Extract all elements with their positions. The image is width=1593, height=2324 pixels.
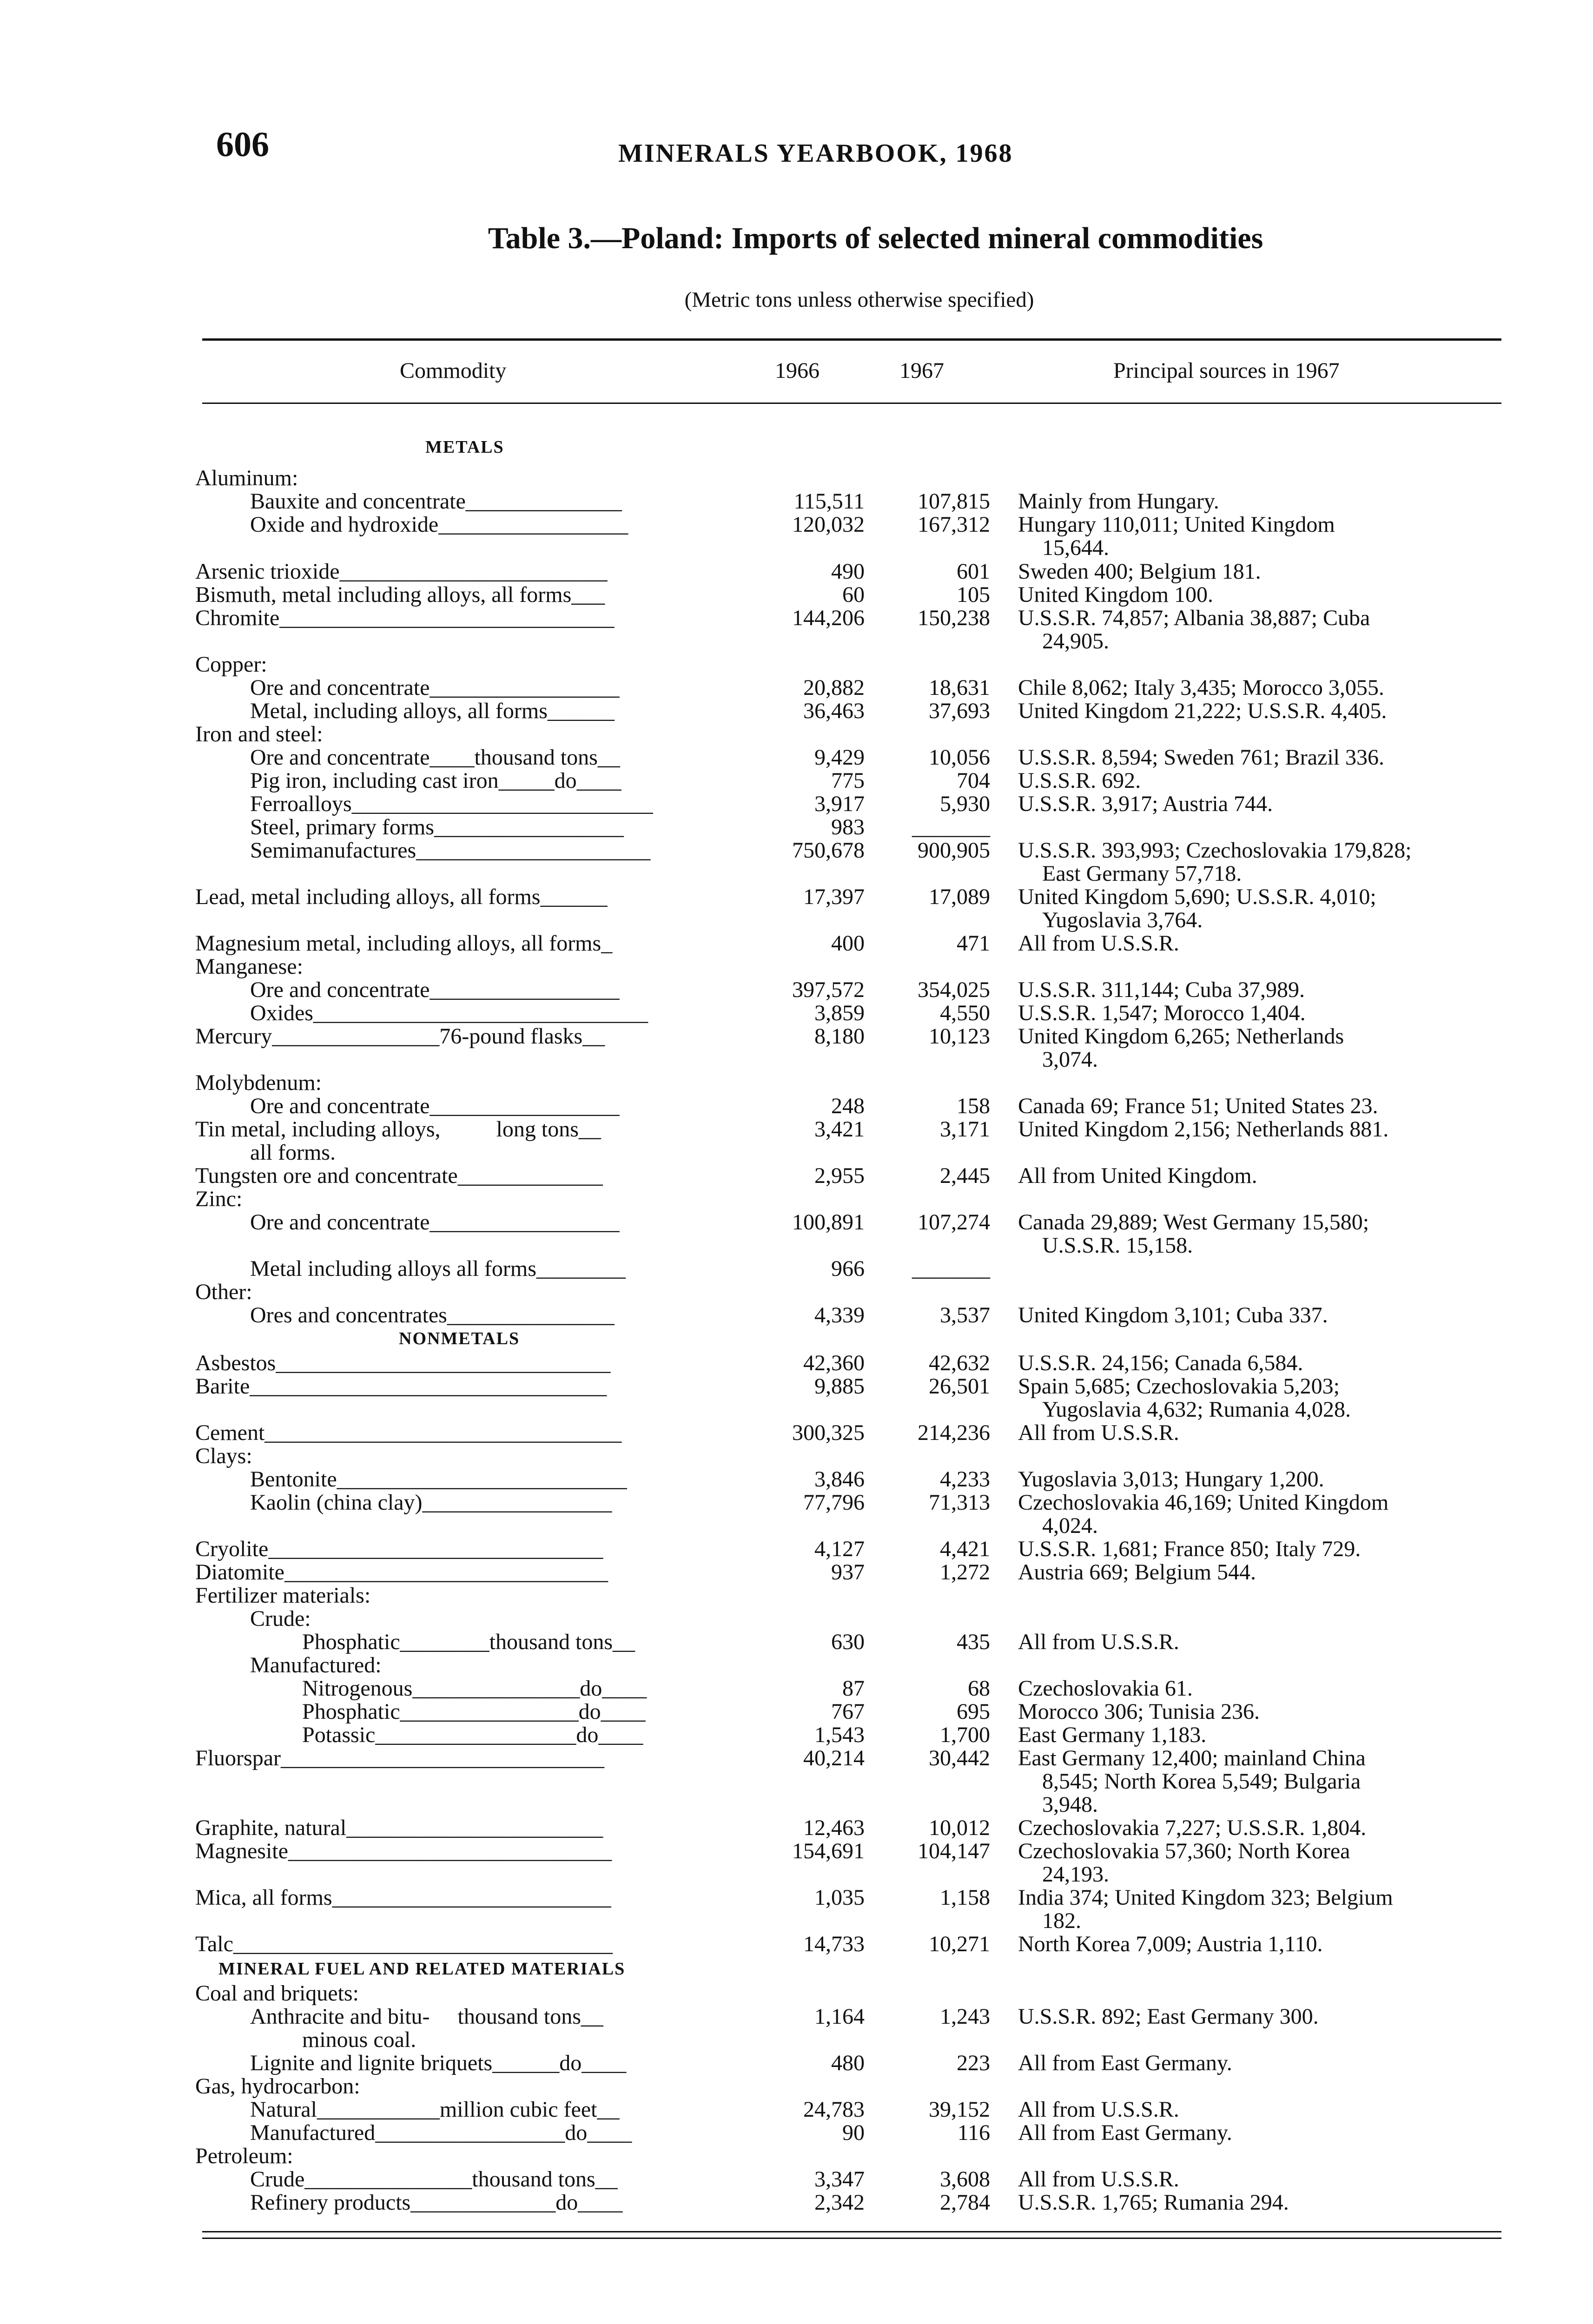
- principal-sources: [1018, 2052, 1501, 2075]
- sources-line: Canada 69; France 51; United States 23.: [1018, 1094, 1378, 1118]
- principal-sources: [1018, 1468, 1501, 1491]
- sources-line: All from U.S.S.R.: [1018, 931, 1179, 956]
- principal-sources: [1018, 1631, 1501, 1654]
- value-1966: 90: [842, 2120, 865, 2145]
- value-1966: 3,421: [814, 1117, 865, 1142]
- sources-line: India 374; United Kingdom 323; Belgium: [1018, 1885, 1393, 1910]
- value-1967: 71,313: [929, 1490, 990, 1515]
- principal-sources: [1018, 1840, 1501, 1886]
- section-fuels: MINERAL FUEL AND RELATED MATERIALS: [218, 1959, 626, 1979]
- principal-sources: [1018, 1700, 1501, 1723]
- value-1966: 100,891: [792, 1210, 865, 1235]
- commodity-label: Lignite and lignite briquets______do____: [250, 2051, 627, 2075]
- value-1966: 767: [831, 1699, 865, 1724]
- sources-line: All from U.S.S.R.: [1018, 1420, 1179, 1445]
- value-1966: 87: [842, 1676, 865, 1701]
- value-1966: 937: [831, 1560, 865, 1585]
- value-1967: 158: [957, 1094, 990, 1118]
- value-1967: 1,272: [940, 1560, 990, 1585]
- commodity-label: Crude:: [250, 1606, 311, 1631]
- value-1966: 3,859: [814, 1001, 865, 1025]
- value-1966: 2,342: [814, 2190, 865, 2215]
- value-1966: 24,783: [803, 2097, 865, 2122]
- value-1966: 1,543: [814, 1723, 865, 1747]
- sources-continuation: 15,644.: [1042, 535, 1109, 560]
- commodity-label: Ore and concentrate_________________: [250, 1210, 620, 1235]
- value-1966: 9,429: [814, 745, 865, 770]
- sources-line: Austria 669; Belgium 544.: [1018, 1560, 1256, 1585]
- value-1967: 68: [968, 1676, 990, 1701]
- value-1967: 105: [957, 582, 990, 607]
- header-1966: 1966: [775, 358, 820, 383]
- value-1966: 3,917: [814, 792, 865, 816]
- value-1966: 115,511: [793, 489, 865, 514]
- value-1967: 17,089: [929, 885, 990, 909]
- sources-line: U.S.S.R. 3,917; Austria 744.: [1018, 792, 1273, 816]
- sources-line: Mainly from Hungary.: [1018, 489, 1219, 514]
- principal-sources: [1018, 1816, 1501, 1840]
- commodity-label: Mercury_______________76-pound flasks__: [195, 1024, 605, 1049]
- principal-sources: [1018, 839, 1501, 885]
- value-1966: 2,955: [814, 1163, 865, 1188]
- value-1967: 601: [957, 559, 990, 584]
- sources-continuation: 8,545; North Korea 5,549; Bulgaria: [1042, 1769, 1361, 1794]
- principal-sources: [1018, 1095, 1501, 1118]
- value-1967: 471: [957, 931, 990, 956]
- commodity-label: Nitrogenous_______________do____: [302, 1676, 647, 1701]
- value-1967: 107,815: [918, 489, 990, 514]
- principal-sources: [1018, 1677, 1501, 1700]
- value-1967: 167,312: [918, 512, 990, 537]
- commodity-label: Potassic__________________do____: [302, 1723, 643, 1747]
- commodity-label: Aluminum:: [195, 466, 298, 490]
- value-1967: 4,421: [940, 1537, 990, 1561]
- value-1966: 4,339: [814, 1303, 865, 1327]
- value-1966: 490: [831, 559, 865, 584]
- commodity-label: Phosphatic________thousand tons__: [302, 1630, 635, 1654]
- sources-continuation: 24,193.: [1042, 1862, 1109, 1887]
- value-1966: 14,733: [803, 1932, 865, 1956]
- sources-line: Morocco 306; Tunisia 236.: [1018, 1699, 1260, 1724]
- value-1967: 4,550: [940, 1001, 990, 1025]
- commodity-label: Cement________________________________: [195, 1420, 622, 1445]
- commodity-label: Kaolin (china clay)_________________: [250, 1490, 612, 1515]
- value-1967: 10,012: [929, 1816, 990, 1840]
- principal-sources: [1018, 1491, 1501, 1538]
- value-1967: 435: [957, 1630, 990, 1654]
- commodity-label: Other:: [195, 1280, 252, 1304]
- sources-line: All from U.S.S.R.: [1018, 1630, 1179, 1654]
- value-1966: 42,360: [803, 1351, 865, 1375]
- value-1967: 39,152: [929, 2097, 990, 2122]
- table-subtitle: (Metric tons unless otherwise specified): [684, 288, 1034, 312]
- sources-line: Spain 5,685; Czechoslovakia 5,203;: [1018, 1374, 1340, 1399]
- commodity-label: Manufactured_________________do____: [250, 2120, 632, 2145]
- value-1966: 300,325: [792, 1420, 865, 1445]
- value-1966: 3,846: [814, 1467, 865, 1492]
- header-sources: Principal sources in 1967: [1113, 358, 1340, 383]
- principal-sources: [1018, 1747, 1501, 1816]
- commodity-label: Fertilizer materials:: [195, 1583, 371, 1608]
- sources-line: East Germany 12,400; mainland China: [1018, 1746, 1366, 1770]
- value-1967: 695: [957, 1699, 990, 1724]
- value-1967: 5,930: [940, 792, 990, 816]
- sources-line: Sweden 400; Belgium 181.: [1018, 559, 1261, 584]
- commodity-label: Bismuth, metal including alloys, all forms___: [195, 582, 605, 607]
- principal-sources: [1018, 700, 1501, 723]
- commodity-label: Magnesite_____________________________: [195, 1839, 612, 1863]
- sources-line: U.S.S.R. 311,144; Cuba 37,989.: [1018, 977, 1305, 1002]
- value-1966: 17,397: [803, 885, 865, 909]
- page-number: 606: [216, 125, 269, 164]
- sources-continuation: Yugoslavia 3,764.: [1042, 908, 1203, 932]
- value-1967: 10,056: [929, 745, 990, 770]
- sources-line: U.S.S.R. 692.: [1018, 768, 1141, 793]
- value-1967: 223: [957, 2051, 990, 2075]
- commodity-label: Magnesium metal, including alloys, all forms_: [195, 931, 613, 956]
- commodity-label: Metal including alloys all forms________: [250, 1256, 626, 1281]
- value-1966: 36,463: [803, 699, 865, 723]
- sources-line: U.S.S.R. 1,547; Morocco 1,404.: [1018, 1001, 1306, 1025]
- section-metals: METALS: [425, 437, 504, 457]
- commodity-label: Ores and concentrates_______________: [250, 1303, 615, 1327]
- value-1966: 1,164: [814, 2004, 865, 2029]
- principal-sources: [1018, 1723, 1501, 1747]
- value-1967: 10,123: [929, 1024, 990, 1049]
- value-1967: 150,238: [918, 606, 990, 630]
- principal-sources: [1018, 1025, 1501, 1071]
- value-1967: 3,537: [940, 1303, 990, 1327]
- value-1967: 2,784: [940, 2190, 990, 2215]
- value-1967: 42,632: [929, 1351, 990, 1375]
- commodity-label: Manganese:: [195, 954, 303, 979]
- commodity-label: Tin metal, including alloys, long tons__: [195, 1117, 601, 1142]
- principal-sources: [1018, 1211, 1501, 1257]
- principal-sources: [1018, 1933, 1501, 1956]
- sources-line: U.S.S.R. 8,594; Sweden 761; Brazil 336.: [1018, 745, 1384, 770]
- commodity-label: Copper:: [195, 652, 267, 677]
- sources-line: U.S.S.R. 1,765; Rumania 294.: [1018, 2190, 1289, 2215]
- commodity-label: Cryolite______________________________: [195, 1537, 603, 1561]
- sources-continuation: U.S.S.R. 15,158.: [1042, 1233, 1193, 1258]
- value-1966: 630: [831, 1630, 865, 1654]
- header-rule: [202, 403, 1501, 404]
- sources-line: Czechoslovakia 57,360; North Korea: [1018, 1839, 1350, 1863]
- value-1967: 1,243: [940, 2004, 990, 2029]
- sources-line: Yugoslavia 3,013; Hungary 1,200.: [1018, 1467, 1324, 1492]
- commodity-label: Ore and concentrate____thousand tons__: [250, 745, 620, 770]
- value-1966: 480: [831, 2051, 865, 2075]
- value-1966: 154,691: [792, 1839, 865, 1863]
- sources-continuation: Yugoslavia 4,632; Rumania 4,028.: [1042, 1397, 1351, 1422]
- value-1966: 12,463: [803, 1816, 865, 1840]
- table-title: Table 3.—Poland: Imports of selected mineral commodities: [488, 221, 1263, 255]
- commodity-label: Ferroalloys___________________________: [250, 792, 653, 816]
- value-1966: 20,882: [803, 675, 865, 700]
- value-1967: _______: [912, 815, 990, 839]
- commodity-label: Iron and steel:: [195, 722, 323, 746]
- sources-line: United Kingdom 3,101; Cuba 337.: [1018, 1303, 1328, 1327]
- value-1966: 248: [831, 1094, 865, 1118]
- commodity-label: Lead, metal including alloys, all forms______: [195, 885, 608, 909]
- value-1966: 400: [831, 931, 865, 956]
- commodity-label: Pig iron, including cast iron_____do____: [250, 768, 621, 793]
- principal-sources: [1018, 2168, 1501, 2191]
- value-1967: _______: [912, 1256, 990, 1281]
- principal-sources: [1018, 1352, 1501, 1375]
- commodity-label: Natural___________million cubic feet__: [250, 2097, 620, 2122]
- commodity-label: Ore and concentrate_________________: [250, 977, 620, 1002]
- header-1967: 1967: [899, 358, 944, 383]
- sources-continuation: 24,905.: [1042, 629, 1109, 654]
- sources-line: U.S.S.R. 892; East Germany 300.: [1018, 2004, 1319, 2029]
- value-1967: 107,274: [918, 1210, 990, 1235]
- commodity-label: Gas, hydrocarbon:: [195, 2074, 360, 2099]
- commodity-label: Clays:: [195, 1444, 252, 1468]
- sources-line: United Kingdom 100.: [1018, 582, 1213, 607]
- commodity-label: Ore and concentrate_________________: [250, 1094, 620, 1118]
- sources-line: United Kingdom 21,222; U.S.S.R. 4,405.: [1018, 699, 1387, 723]
- principal-sources: [1018, 2098, 1501, 2121]
- value-1966: 775: [831, 768, 865, 793]
- principal-sources: [1018, 607, 1501, 653]
- value-1967: 116: [957, 2120, 990, 2145]
- principal-sources: [1018, 560, 1501, 583]
- commodity-label: Arsenic trioxide________________________: [195, 559, 608, 584]
- value-1966: 8,180: [814, 1024, 865, 1049]
- value-1967: 3,171: [940, 1117, 990, 1142]
- principal-sources: [1018, 513, 1501, 560]
- commodity-label: Phosphatic________________do____: [302, 1699, 646, 1724]
- principal-sources: [1018, 1304, 1501, 1327]
- principal-sources: [1018, 1561, 1501, 1584]
- commodity-label: Crude_______________thousand tons__: [250, 2167, 618, 2192]
- top-rule: [202, 338, 1501, 341]
- sources-line: Czechoslovakia 61.: [1018, 1676, 1193, 1701]
- commodity-label: Bentonite__________________________: [250, 1467, 627, 1492]
- sources-continuation: 3,948.: [1042, 1792, 1098, 1817]
- sources-line: U.S.S.R. 24,156; Canada 6,584.: [1018, 1351, 1303, 1375]
- commodity-label: Oxides______________________________: [250, 1001, 648, 1025]
- value-1966: 1,035: [814, 1885, 865, 1910]
- principal-sources: [1018, 1886, 1501, 1933]
- commodity-label: Ore and concentrate_________________: [250, 675, 620, 700]
- sources-line: United Kingdom 2,156; Netherlands 881.: [1018, 1117, 1389, 1142]
- value-1966: 4,127: [814, 1537, 865, 1561]
- sources-line: Czechoslovakia 7,227; U.S.S.R. 1,804.: [1018, 1816, 1367, 1840]
- principal-sources: [1018, 769, 1501, 792]
- commodity-label: minous coal.: [302, 2027, 416, 2052]
- principal-sources: [1018, 1421, 1501, 1445]
- commodity-label: Refinery products_____________do____: [250, 2190, 623, 2215]
- principal-sources: [1018, 1375, 1501, 1421]
- principal-sources: [1018, 2191, 1501, 2214]
- commodity-label: Diatomite_____________________________: [195, 1560, 608, 1585]
- commodity-label: Molybdenum:: [195, 1070, 322, 1095]
- sources-continuation: 3,074.: [1042, 1047, 1098, 1072]
- sources-line: All from East Germany.: [1018, 2120, 1232, 2145]
- principal-sources: [1018, 1164, 1501, 1188]
- sources-line: North Korea 7,009; Austria 1,110.: [1018, 1932, 1323, 1956]
- value-1966: 397,572: [792, 977, 865, 1002]
- value-1966: 144,206: [792, 606, 865, 630]
- sources-line: U.S.S.R. 1,681; France 850; Italy 729.: [1018, 1537, 1361, 1561]
- sources-line: Canada 29,889; West Germany 15,580;: [1018, 1210, 1369, 1235]
- commodity-label: Bauxite and concentrate______________: [250, 489, 622, 514]
- section-nonmetals: NONMETALS: [399, 1329, 520, 1348]
- sources-continuation: 4,024.: [1042, 1513, 1098, 1538]
- principal-sources: [1018, 885, 1501, 932]
- principal-sources: [1018, 2005, 1501, 2028]
- sources-line: Czechoslovakia 46,169; United Kingdom: [1018, 1490, 1389, 1515]
- value-1967: 26,501: [929, 1374, 990, 1399]
- value-1966: 750,678: [792, 838, 865, 863]
- value-1967: 704: [957, 768, 990, 793]
- principal-sources: [1018, 746, 1501, 769]
- sources-line: U.S.S.R. 74,857; Albania 38,887; Cuba: [1018, 606, 1370, 630]
- value-1967: 354,025: [918, 977, 990, 1002]
- value-1967: 214,236: [918, 1420, 990, 1445]
- commodity-label: Tungsten ore and concentrate_____________: [195, 1163, 603, 1188]
- sources-line: Hungary 110,011; United Kingdom: [1018, 512, 1335, 537]
- value-1966: 60: [842, 582, 865, 607]
- commodity-label: Anthracite and bitu- thousand tons__: [250, 2004, 603, 2029]
- commodity-label: Oxide and hydroxide_________________: [250, 512, 628, 537]
- commodity-label: Semimanufactures_____________________: [250, 838, 651, 863]
- value-1966: 120,032: [792, 512, 865, 537]
- principal-sources: [1018, 978, 1501, 1002]
- sources-line: Chile 8,062; Italy 3,435; Morocco 3,055.: [1018, 675, 1384, 700]
- value-1967: 2,445: [940, 1163, 990, 1188]
- running-head: MINERALS YEARBOOK, 1968: [618, 139, 1013, 168]
- principal-sources: [1018, 676, 1501, 700]
- commodity-label: Barite________________________________: [195, 1374, 607, 1399]
- commodity-label: Petroleum:: [195, 2144, 293, 2168]
- sources-continuation: 182.: [1042, 1908, 1081, 1933]
- value-1966: 966: [831, 1256, 865, 1281]
- commodity-label: Fluorspar_____________________________: [195, 1746, 604, 1770]
- principal-sources: [1018, 792, 1501, 816]
- commodity-label: Graphite, natural_______________________: [195, 1816, 603, 1840]
- header-commodity: Commodity: [400, 358, 507, 383]
- value-1967: 104,147: [918, 1839, 990, 1863]
- value-1967: 18,631: [929, 675, 990, 700]
- principal-sources: [1018, 583, 1501, 607]
- sources-continuation: East Germany 57,718.: [1042, 861, 1242, 886]
- sources-line: United Kingdom 5,690; U.S.S.R. 4,010;: [1018, 885, 1376, 909]
- value-1967: 4,233: [940, 1467, 990, 1492]
- principal-sources: [1018, 2121, 1501, 2145]
- value-1967: 1,700: [940, 1723, 990, 1747]
- value-1966: 77,796: [803, 1490, 865, 1515]
- commodity-label: Coal and briquets:: [195, 1981, 359, 2006]
- value-1966: 40,214: [803, 1746, 865, 1770]
- sources-line: All from U.S.S.R.: [1018, 2097, 1179, 2122]
- value-1966: 9,885: [814, 1374, 865, 1399]
- value-1967: 3,608: [940, 2167, 990, 2192]
- value-1966: 983: [831, 815, 865, 839]
- commodity-label: Zinc:: [195, 1187, 243, 1211]
- commodity-label: Mica, all forms_________________________: [195, 1885, 611, 1910]
- sources-line: U.S.S.R. 393,993; Czechoslovakia 179,828;: [1018, 838, 1412, 863]
- sources-line: All from East Germany.: [1018, 2051, 1232, 2075]
- value-1967: 900,905: [918, 838, 990, 863]
- principal-sources: [1018, 1538, 1501, 1561]
- commodity-label: Manufactured:: [250, 1653, 382, 1677]
- value-1967: 30,442: [929, 1746, 990, 1770]
- value-1967: 37,693: [929, 699, 990, 723]
- commodity-label: Metal, including alloys, all forms______: [250, 699, 615, 723]
- commodity-label: Steel, primary forms_________________: [250, 815, 624, 839]
- commodity-label: Talc__________________________________: [195, 1932, 613, 1956]
- principal-sources: [1018, 490, 1501, 513]
- commodity-label: all forms.: [250, 1140, 336, 1165]
- principal-sources: [1018, 1118, 1501, 1141]
- bottom-rule-1: [202, 2231, 1501, 2232]
- value-1967: 10,271: [929, 1932, 990, 1956]
- commodity-label: Asbestos______________________________: [195, 1351, 611, 1375]
- value-1967: 1,158: [940, 1885, 990, 1910]
- sources-line: All from U.S.S.R.: [1018, 2167, 1179, 2192]
- sources-line: East Germany 1,183.: [1018, 1723, 1207, 1747]
- principal-sources: [1018, 1002, 1501, 1025]
- sources-line: United Kingdom 6,265; Netherlands: [1018, 1024, 1344, 1049]
- sources-line: All from United Kingdom.: [1018, 1163, 1257, 1188]
- bottom-rule-2: [202, 2238, 1501, 2239]
- value-1966: 3,347: [814, 2167, 865, 2192]
- commodity-label: Chromite______________________________: [195, 606, 615, 630]
- principal-sources: [1018, 932, 1501, 955]
